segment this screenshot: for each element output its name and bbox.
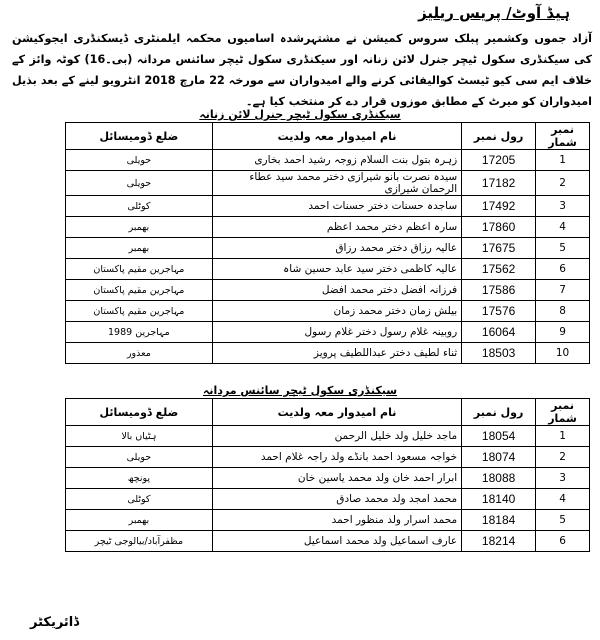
cell-candidate-name: زہرہ بتول بنت السلام زوجہ رشید احمد بخاری <box>212 150 461 171</box>
header-district: ضلع ڈومیسائل <box>66 123 213 150</box>
section1-title: سیکنڈری سکول ٹیچر جنرل لائن زنانہ <box>199 108 401 121</box>
cell-serial-number: 4 <box>536 217 590 238</box>
cell-district: مہاجرین 1989 <box>66 322 213 343</box>
cell-roll-number: 16064 <box>462 322 536 343</box>
cell-roll-number: 17205 <box>462 150 536 171</box>
table-row <box>66 259 590 280</box>
cell-serial-number: 10 <box>536 343 590 364</box>
cell-district: کوٹلی <box>66 489 213 510</box>
cell-district: بھمبر <box>66 510 213 531</box>
cell-district: حویلی <box>66 150 213 171</box>
cell-district: معذور <box>66 343 213 364</box>
cell-candidate-name: محمد امجد ولد محمد صادق <box>212 489 461 510</box>
section2-title: سیکنڈری سکول ٹیچر سائنس مردانہ <box>202 384 398 397</box>
cell-candidate-name: محمد اسرار ولد منظور احمد <box>212 510 461 531</box>
table-row <box>66 489 590 510</box>
header-district: ضلع ڈومیسائل <box>66 399 213 426</box>
table-row <box>66 238 590 259</box>
cell-serial-number: 1 <box>536 426 590 447</box>
cell-serial-number: 9 <box>536 322 590 343</box>
cell-roll-number: 17562 <box>462 259 536 280</box>
cell-serial-number: 1 <box>536 150 590 171</box>
cell-candidate-name: ثناء لطیف دختر عبداللطیف پرویز <box>212 343 461 364</box>
press-release-heading: ہیڈ آوٹ/ پریس ریلیز <box>418 4 570 22</box>
cell-roll-number: 18054 <box>462 426 536 447</box>
table-row <box>66 426 590 447</box>
table-row <box>66 301 590 322</box>
table-row <box>66 171 590 196</box>
cell-candidate-name: بیلش زمان دختر محمد زمان <box>212 301 461 322</box>
cell-roll-number: 18140 <box>462 489 536 510</box>
table-row <box>66 343 590 364</box>
cell-candidate-name: عالیہ رزاق دختر محمد رزاق <box>212 238 461 259</box>
cell-serial-number: 4 <box>536 489 590 510</box>
header-sno: نمبر شمار <box>536 123 590 150</box>
table-row <box>66 196 590 217</box>
section2-header-row <box>66 399 590 426</box>
cell-district: حویلی <box>66 171 213 196</box>
section2-table <box>65 398 590 552</box>
table-row <box>66 280 590 301</box>
intro-paragraph: آزاد جموں وکشمیر پبلک سروس کمیشن نے مشتہرشدہ اسامیوں محکمہ ایلمنٹری ڈیسکنڈری ایجوکیشن کی سیکنڈری سکول ٹیچر جنرل لائن زنانہ اور سیکنڈری سکول ٹیچر سائنس مردانہ (بی۔16) کوٹہ وائز کے خلاف ایم سی کیو ٹیسٹ کوالیفائی کرنے والے امیدواران سے مورخہ 22 مارچ 2018 انٹرویو لینے کے بعد بذیل امیدواران کو میرٹ کے مطابق موزوں قرار دے کر منتخب کیا ہے۔ <box>12 32 593 108</box>
cell-district: مظفرآباد/بیالوجی ٹیچر <box>66 531 213 552</box>
cell-serial-number: 2 <box>536 447 590 468</box>
cell-district: کوٹلی <box>66 196 213 217</box>
header-sno: نمبر شمار <box>536 399 590 426</box>
cell-roll-number: 18074 <box>462 447 536 468</box>
cell-roll-number: 17492 <box>462 196 536 217</box>
cell-district: مہاجرین مقیم پاکستان <box>66 259 213 280</box>
table-row <box>66 322 590 343</box>
cell-serial-number: 2 <box>536 171 590 196</box>
cell-candidate-name: سارہ اعظم دختر محمد اعظم <box>212 217 461 238</box>
cell-serial-number: 5 <box>536 510 590 531</box>
header-name: نام امیدوار معہ ولدیت <box>212 399 461 426</box>
cell-serial-number: 5 <box>536 238 590 259</box>
table-row <box>66 447 590 468</box>
cell-serial-number: 7 <box>536 280 590 301</box>
section1-table <box>65 122 590 364</box>
cell-candidate-name: خواجہ مسعود احمد بانڈے ولد راجہ غلام احمد <box>212 447 461 468</box>
cell-candidate-name: عالیہ کاظمی دختر سید عابد حسین شاہ <box>212 259 461 280</box>
table-row <box>66 217 590 238</box>
director-signature: ڈائریکٹر <box>30 615 80 630</box>
table-row <box>66 531 590 552</box>
header-roll: رول نمبر <box>462 399 536 426</box>
section1-header-row <box>66 123 590 150</box>
cell-serial-number: 6 <box>536 259 590 280</box>
cell-candidate-name: روبینہ غلام رسول دختر غلام رسول <box>212 322 461 343</box>
cell-candidate-name: ماجد خلیل ولد خلیل الرحمن <box>212 426 461 447</box>
header-name: نام امیدوار معہ ولدیت <box>212 123 461 150</box>
cell-district: بھمبر <box>66 238 213 259</box>
cell-serial-number: 6 <box>536 531 590 552</box>
cell-roll-number: 17675 <box>462 238 536 259</box>
cell-district: مہاجرین مقیم پاکستان <box>66 280 213 301</box>
header-roll: رول نمبر <box>462 123 536 150</box>
cell-serial-number: 3 <box>536 468 590 489</box>
cell-roll-number: 17576 <box>462 301 536 322</box>
cell-candidate-name: عارف اسماعیل ولد محمد اسماعیل <box>212 531 461 552</box>
cell-candidate-name: ساجدہ حسنات دختر حسنات احمد <box>212 196 461 217</box>
table-row <box>66 510 590 531</box>
cell-roll-number: 17586 <box>462 280 536 301</box>
cell-district: بھمبر <box>66 217 213 238</box>
table-row <box>66 468 590 489</box>
cell-candidate-name: سیدہ نصرت بانو شیرازی دختر محمد سید عطاء الرحمان شیرازی <box>212 171 461 196</box>
cell-district: ہٹیاں بالا <box>66 426 213 447</box>
cell-roll-number: 18503 <box>462 343 536 364</box>
cell-district: مہاجرین مقیم پاکستان <box>66 301 213 322</box>
cell-candidate-name: ابرار احمد خان ولد محمد یاسین خان <box>212 468 461 489</box>
cell-candidate-name: فرزانہ افضل دختر محمد افضل <box>212 280 461 301</box>
cell-district: حویلی <box>66 447 213 468</box>
cell-district: پونچھ <box>66 468 213 489</box>
cell-roll-number: 18184 <box>462 510 536 531</box>
cell-serial-number: 8 <box>536 301 590 322</box>
table-row <box>66 150 590 171</box>
cell-roll-number: 18088 <box>462 468 536 489</box>
cell-roll-number: 18214 <box>462 531 536 552</box>
cell-roll-number: 17182 <box>462 171 536 196</box>
cell-serial-number: 3 <box>536 196 590 217</box>
cell-roll-number: 17860 <box>462 217 536 238</box>
